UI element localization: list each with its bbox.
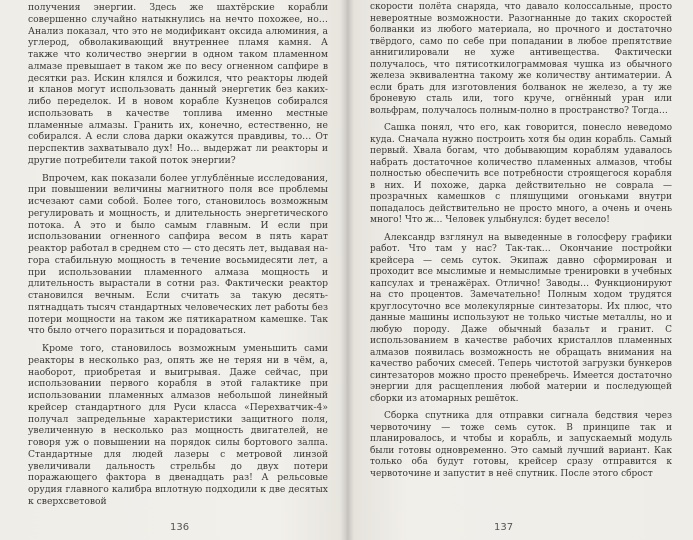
right-page-text <box>370 2 672 480</box>
paragraph: Кроме того, становилось возможным уменьшить сами реакторы в несколько раз, опять же не теряя ни в чём, а, наоборот, приобретая и выигрывая. Даже сейчас, при использовании первого корабля в этой галактике при использовании пламенных алмазов небольшой линейный крейсер стандартного для Руси класса «Перехватчик-4» получал запредельные характеристики защитного поля, увеличенную в несколько раз мощность двигателей, не говоря уж о повышении на порядок силы бортового залпа. Стандартные для людей лазеры с метровой линзой увеличивали дальность стрельбы до двух потери поражающего фактора в двенадцать раз! А рельсовые орудия главного калибра вплотную подходили к две десятых к сверхсветовой <box>28 343 328 507</box>
paragraph: Сашка понял, что его, как говорится, понесло неведомо куда. Сначала нужно построить хотя бы один корабль. Самый первый. Хвала богам, что добывающим кораблям удавалось набрать достаточное количество пламенных алмазов, чтобы полностью обеспечить все потребности строящегося корабля в них. И похоже, дарка действительно не соврала — прозрачных камешков с пляшущими огоньками внутри попадалось действительно не просто много, а очень и очень много! Что ж… Человек улыбнулся: будет весело! <box>370 123 672 225</box>
paragraph: скорости полёта снаряда, что давало колоссальные, просто невероятные возможности. Разогнанные до таких скоростей болванки из любого материала, но прочного и достаточно твёрдого, само по себе при попадании в любое препятствие аннигилировали не хуже антивещества. Фактически получалось, что пятисоткилограммовая чушка из обычного железа эквивалентна такому же количеству антиматерии. А если брать для изготовления болванок не железо, а ту же броневую сталь или, того круче, огнённый уран или вольфрам, получалось полным-полно в пространство? Тогда… <box>370 2 672 116</box>
paragraph: Александр взглянул на выведенные в голосферу графики работ. Что там у нас? Так-так… Окончание постройки крейсера — семь суток. Экипаж давно сформирован и проходит все мыслимые и немыслимые тренировки в учебных капсулах и тренажёрах. Отлично! Заводы… Функционируют на сто процентов. Замечательно! Полным ходом трудятся круглосуточно все молекулярные синтезаторы. Их плюс, что данные машины используют не только чистые металлы, но и любую породу. Даже обычный базальт и гранит. С использованием в качестве рабочих кристаллов пламенных алмазов появилась возможность не обращать внимания на качество рабочих смесей. Теперь чистотой загрузки бункеров синтезаторов можно просто пренебречь. Имеется достаточно энергии для расщепления любой материи и последующей сборки из атомарных решёток. <box>370 232 672 404</box>
page-number-right: 137 <box>494 522 514 533</box>
left-page <box>0 0 346 540</box>
left-page-text <box>28 2 328 508</box>
paragraph: Впрочем, как показали более углублённые исследования, при повышении величины магнитного поля все проблемы исчезают сами собой. Более того, становилось возможным регулировать и мощность, и длительность энергетического потока. А это и было самым главным. И если при использовании огненного сапфира весом в пять карат реактор работал в среднем сто — сто десять лет, выдавая на-гора стабильную мощность в течение восьмидесяти лет, а при использовании пламенного алмаза мощность и длительность вырастали в сотни раз. Фактически реактор становился вечным. Если считать за такую десять-пятнадцать тысяч стандартных человеческих лет работы без потери мощности на таком же пятикаратном камешке. Так что было отчего поразиться и порадоваться. <box>28 172 328 337</box>
right-page <box>346 0 693 540</box>
paragraph: получения энергии. Здесь же шахтёрские корабли совершенно случайно натыкнулись на нечто похожее, но… Анализ показал, что это не модификант оксида алюминия, а углерод, обволакивающий внутреннее пламя камня. А также что количество энергии в одном таком пламенном алмазе превышает в таком же по весу огненном сапфире в десятки раз. Искин клялся и божился, что реакторы людей и кланов могут использовать данный энергетик без каких-либо переделок. И в новом корабле Кузнецов собирался использовать в качестве топлива именно местные пламенные алмазы. Гранить их, конечно, естественно, не собирался. А если слова дарки окажутся правдивы, то… От перспектив захватывало дух! Но… выдержат ли реакторы и другие потребители такой поток энергии? <box>28 2 328 166</box>
page-number-left: 136 <box>170 522 190 533</box>
paragraph: Сборка спутника для отправки сигнала бедствия через червоточину — тоже семь суток. В принципе так и планировалось, и чтобы и корабль, и запускаемый модуль были готовы одновременно. Это самый лучший вариант. Как только оба будут готовы, крейсер сразу отправится к червоточине и запустит в неё спутник. После этого сброст <box>370 411 672 479</box>
